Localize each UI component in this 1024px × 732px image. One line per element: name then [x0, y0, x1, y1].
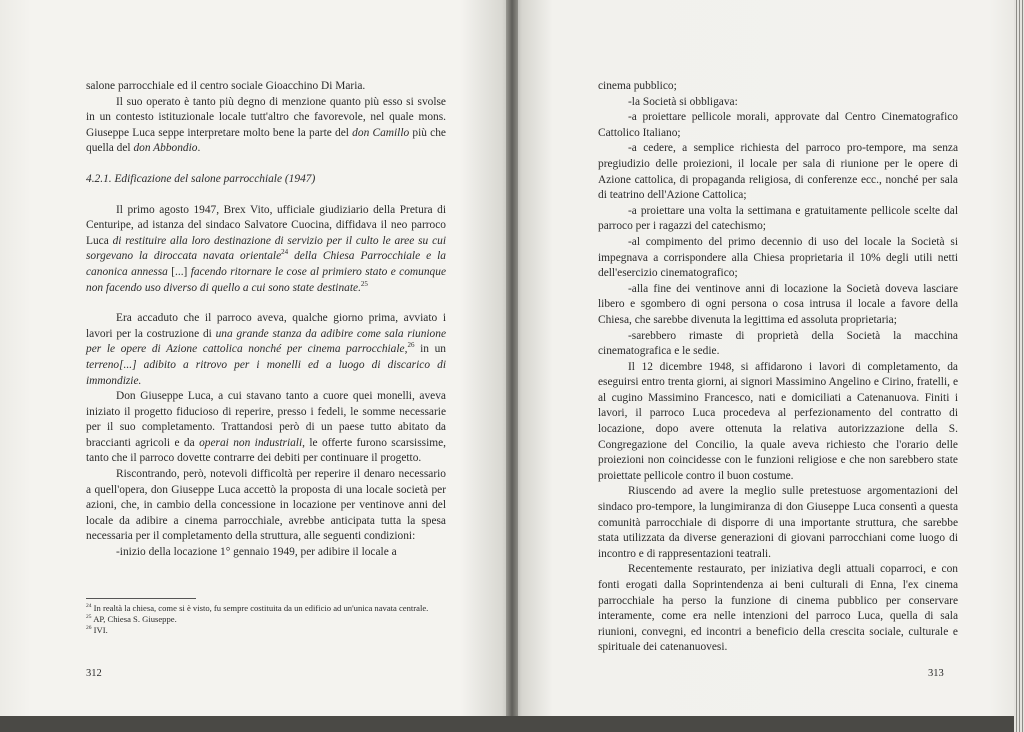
footnote-ref: 26 — [407, 341, 415, 350]
footnote-number: 25 — [86, 614, 92, 621]
page-edges — [1014, 0, 1024, 732]
footnote-rule — [86, 598, 196, 599]
text-run: Era accaduto che il parroco aveva, qualche giorno prima, avviato i lavori per la costruzione di — [86, 312, 446, 340]
italic-run: don Abbondio — [133, 142, 198, 155]
footnote-text: AP, Chiesa S. Giuseppe. — [93, 614, 177, 624]
paragraph: -a cedere, a semplice richiesta del parroco pro-tempore, ma senza pregiudizio delle proiezioni, il locale per sala di riunione per le opere di Azione cattolica, di propaganda religiosa, di conferenze ecc., nonché per sala di teatrino dell'Azione Cattolica; — [598, 142, 958, 202]
page-number: 313 — [928, 668, 944, 679]
paragraph: -inizio della locazione 1° gennaio 1949, per adibire il locale a — [116, 546, 397, 559]
right-page-text — [598, 79, 958, 656]
right-page — [512, 0, 1020, 718]
paragraph — [86, 95, 446, 157]
paragraph: cinema pubblico; — [598, 80, 677, 92]
paragraph — [86, 203, 446, 297]
footnote — [86, 603, 446, 614]
page-number: 312 — [86, 668, 102, 679]
paragraph — [86, 311, 446, 389]
text-run: in un — [414, 343, 446, 356]
paragraph: -a proiettare pellicole morali, approvate dal Centro Cinematografico Cattolico Italiano; — [598, 111, 958, 139]
footnote — [86, 614, 446, 625]
text-run: Il primo agosto 1947, Brex Vito, ufficiale giudiziario della Pretura di Centuripe, ad istanza del sindaco Salvatore Cuocina, diffidava il neo parroco Luca — [86, 203, 446, 247]
italic-run: della Chiesa Parrocchiale e la canonica annessa — [86, 250, 447, 278]
book-gutter — [506, 0, 518, 732]
paragraph: Recentemente restaurato, per iniziativa degli attuali coparroci, e con fonti erogati dalla Soprintendenza ai beni culturali di Enna, l'ex cinema parrocchiale ha perso la funzione di cinema pubblico per conservare interamente, come era nelle intenzioni del parroco Luca, quella di sala riunioni, convegni, ed incontri a beneficio della crescita sociale, culturale e spirituale dei catenanuovesi. — [598, 563, 958, 654]
footnotes — [86, 603, 446, 636]
left-page-text — [86, 79, 446, 561]
italic-run: facendo ritornare le cose al primiero stato e comunque non facendo uso diverso di quello a cui sono state destinate. — [86, 265, 446, 294]
italic-run: terreno[...] adibito a ritrovo per i monelli ed a luogo di discarico di immondizie. — [86, 358, 446, 387]
paragraph: Il 12 dicembre 1948, si affidarono i lavori di completamento, da eseguirsi entro trenta giorni, ai signori Massimino Angelino e Cirino, fratelli, e al cugino Massimino Francesco, nati e domiciliati a Catenanuova. Finiti i lavori, il parroco Luca procedeva al perfezionamento del contratto di locazione, dopo avere ottenuta la relativa autorizzazione della S. Congregazione del Concilio, la quale aveva richiesto che l'orario delle proiezioni non coincidesse con le funzioni religiose e che non sarebbero state proiettate pellicole contro il buon costume. — [598, 360, 958, 482]
paragraph: -al compimento del primo decennio di uso del locale la Società si impegnava a corrispondere alla Chiesa proprietaria il 10% degli utili netti dell'esercizio cinematografico; — [598, 235, 958, 280]
footnote-ref: 24 — [281, 248, 289, 257]
footnote-ref: 25 — [360, 279, 368, 288]
text-run: , le offerte furono scarsissime, tanto che il parroco dovette contrarre dei debiti per continuare il progetto. — [86, 436, 447, 465]
footnote-text: IVI. — [93, 625, 108, 635]
paragraph: -la Società si obbligava: — [628, 95, 738, 108]
text-run: . — [197, 142, 201, 155]
italic-run: una grande stanza da adibire come sala riunione per le opere di Azione cattolica nonché per cinema parrocchiale, — [86, 327, 446, 356]
left-page — [0, 0, 512, 718]
section-heading: 4.2.1. Edificazione del salone parrocchiale (1947) — [86, 172, 316, 185]
paragraph: Riscontrando, però, notevoli difficoltà per reperire il denaro necessario a quell'opera, don Giuseppe Luca accettò la proposta di una locale società per azioni, che, in cambio della concessione in locazione per ventinove anni del locale da adibire a cinema parrocchiale, avrebbe anticipata tutta la spesa necessaria per il completamento della struttura, alle seguenti condizioni: — [86, 468, 446, 543]
paragraph: -a proiettare una volta la settimana e gratuitamente pellicole scelte dal parroco per i ragazzi del catechismo; — [598, 204, 958, 233]
paragraph: salone parrocchiale ed il centro sociale Gioacchino Di Maria. — [86, 80, 366, 92]
italic-run: operai non industriali — [199, 436, 303, 449]
text-run: [...] — [167, 265, 191, 278]
paragraph: -sarebbero rimaste di proprietà della Società la macchina cinematografica e le sedie. — [598, 329, 958, 358]
footnote-text: In realtà la chiesa, come si è visto, fu sempre costituita da un edificio ad un'unica navata centrale. — [93, 603, 429, 613]
text-run: Il suo operato è tanto più degno di menzione quanto più esso si svolse in un contesto istituzionale locale tutt'altro che favorevole, nel quale mons. Giuseppe Luca seppe interpretare molto bene la parte del — [86, 95, 446, 139]
paragraph — [86, 389, 446, 467]
text-run: più che quella del — [86, 126, 446, 155]
paragraph: Riuscendo ad avere la meglio sulle pretestuose argomentazioni del sindaco pro-tempore, la lungimiranza di don Giuseppe Luca consentì a questa comunità parrocchiale di disporre di una importante struttura, che sarebbe stata utilizzata da diverse generazioni di giovani parrocchiani come luogo di incontro e di rappresentazioni teatrali. — [598, 485, 958, 560]
text-run: Don Giuseppe Luca, a cui stavano tanto a cuore quei monelli, aveva iniziato il progetto fiducioso di reperire, presso i fedeli, le somme necessarie per il suo completamento. Trattandosi però di un paese tutto abitato da braccianti agricoli e da — [86, 390, 446, 449]
paragraph: -alla fine dei ventinove anni di locazione la Società doveva lasciare libero e sgombero di ogni persona o cosa intrusa il locale a favore della Chiesa, che sarebbe divenuta la legittima ed assoluta proprietaria; — [598, 282, 958, 326]
italic-run: di restituire alla loro destinazione di servizio per il culto le aree su cui sorgevano la diroccata navata orientale — [86, 234, 446, 263]
italic-run: don Camillo — [352, 126, 410, 139]
scan-bottom-edge — [0, 716, 1024, 732]
footnote-number: 24 — [86, 603, 92, 610]
footnote — [86, 625, 446, 636]
footnote-number: 26 — [86, 625, 92, 632]
